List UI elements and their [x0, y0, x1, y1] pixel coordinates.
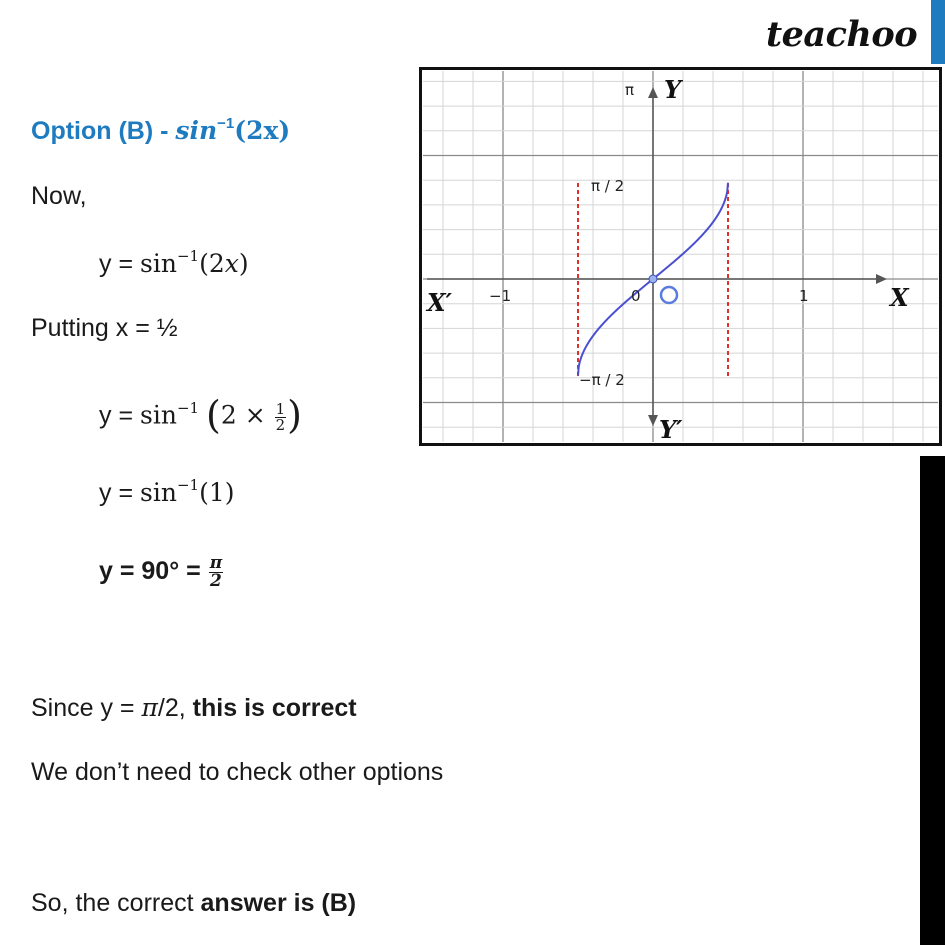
- blue-corner-tab: [931, 0, 945, 64]
- label-neg-one: −1: [489, 287, 512, 305]
- label-pi: π: [625, 81, 635, 99]
- equation-3: $y = \sin^{-1}(1)$: [99, 476, 235, 507]
- fraction-pi-over-2: $\frac{\pi}{2}$: [209, 553, 223, 591]
- answer-text: So, the correct answer is (B): [31, 889, 357, 917]
- label-x: X: [890, 283, 909, 312]
- label-neg-pi-half: −π / 2: [579, 371, 625, 389]
- arcsin-2x-graph: [419, 67, 942, 446]
- now-text: Now,: [31, 182, 87, 210]
- equation-1: $y = \sin^{-1}(2x)$: [99, 247, 249, 278]
- side-black-bar: [920, 456, 945, 945]
- label-one: 1: [799, 287, 809, 305]
- label-y-prime: Y′: [659, 415, 683, 444]
- equation-2: $y = \sin^{-1} (2$ × $\frac{1}{2}$ ): [99, 393, 302, 437]
- label-zero: 0: [631, 287, 641, 305]
- equation-4: y = 90° = $\frac{\pi}{2}$: [99, 553, 223, 591]
- label-y: Y: [664, 75, 682, 104]
- label-pi-half: π / 2: [591, 177, 625, 195]
- label-x-prime: X′: [427, 288, 452, 317]
- no-need-text: We don’t need to check other options: [31, 758, 444, 786]
- origin-point: [649, 275, 657, 283]
- fraction-one-half: $\frac{1}{2}$: [275, 399, 286, 434]
- since-text: Since y = π/2, this is correct: [31, 693, 357, 722]
- teachoo-logo: teachoo: [766, 14, 918, 55]
- option-b-heading: Option $(B) - \sin^{-1}(2x)$: [31, 115, 291, 145]
- putting-text: Putting x = ½: [31, 314, 178, 342]
